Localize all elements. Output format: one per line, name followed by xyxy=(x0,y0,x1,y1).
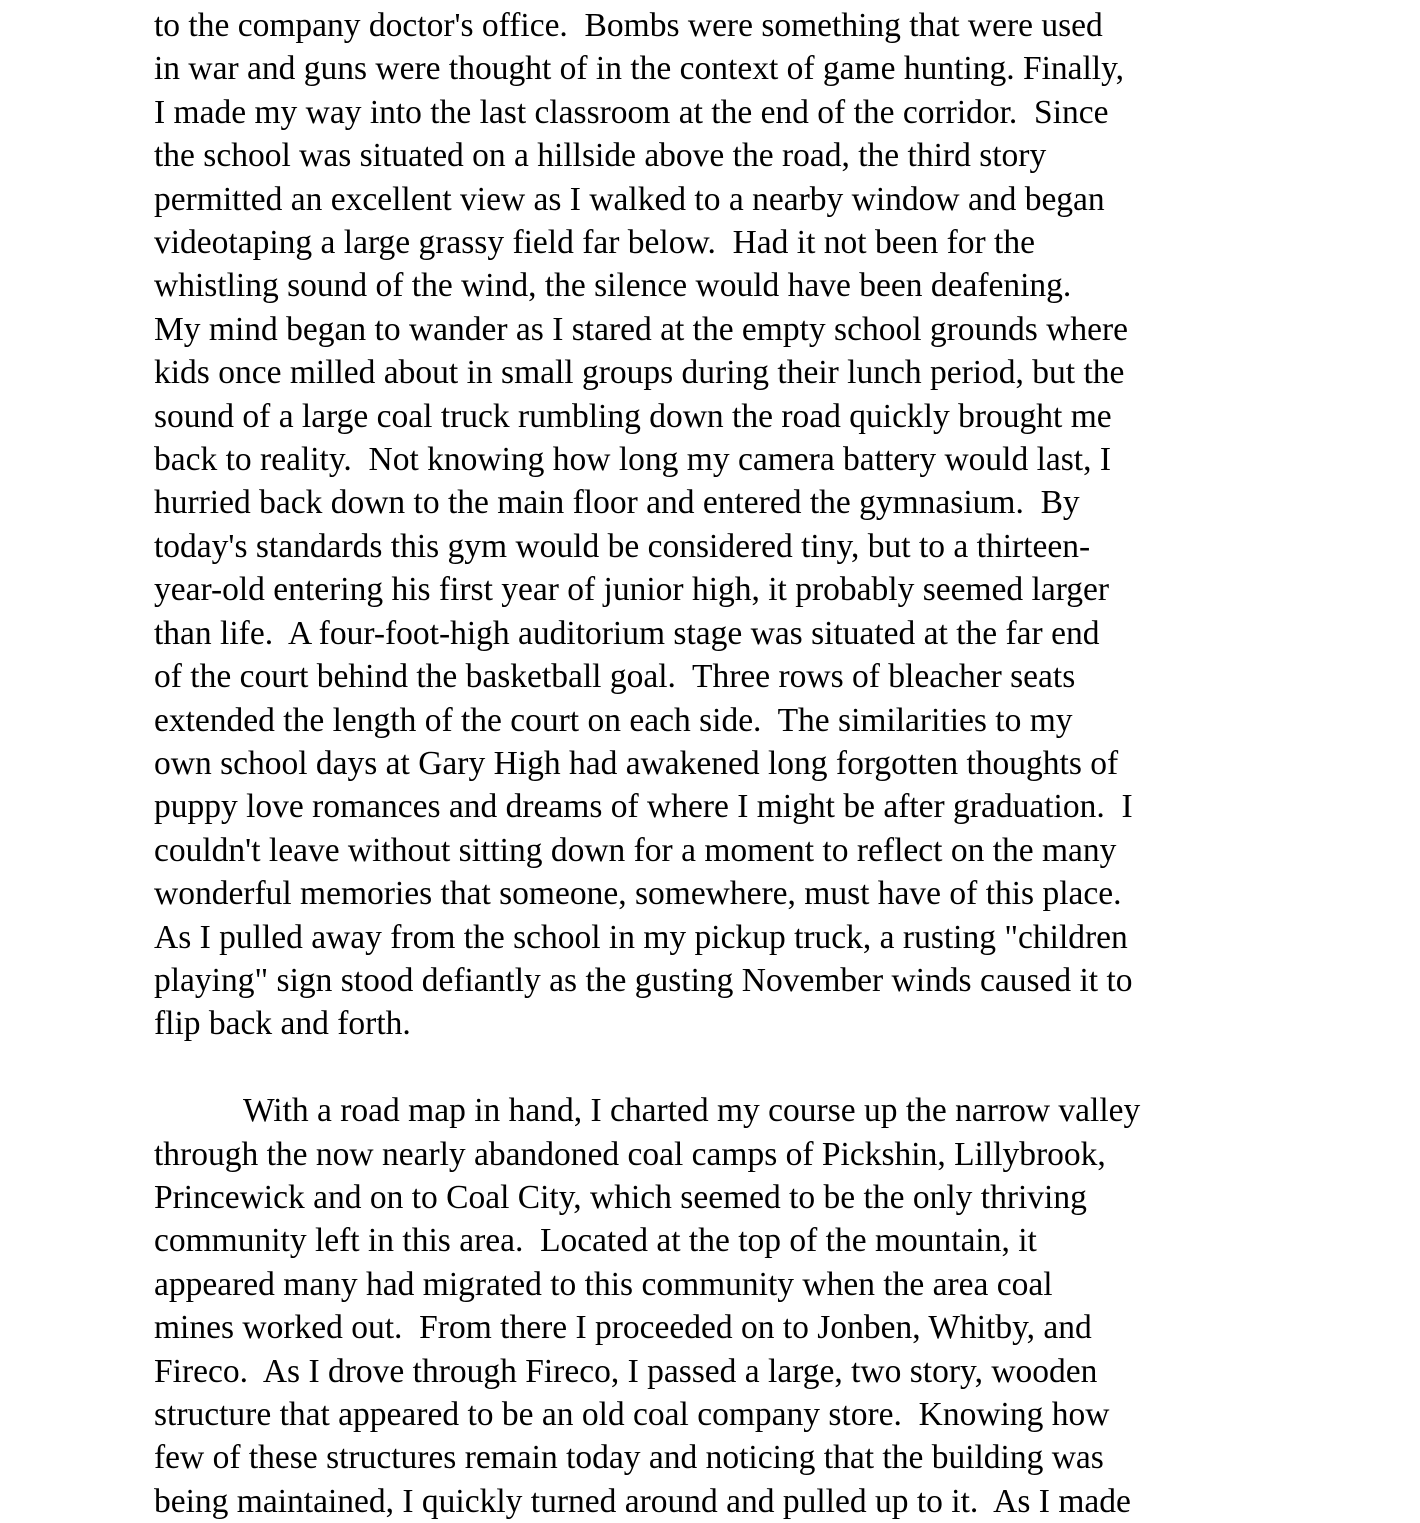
text-line: Princewick and on to Coal City, which seemed to be the only thriving xyxy=(154,1178,1087,1216)
text-line: videotaping a large grassy field far below. Had it not been for the xyxy=(154,224,1035,262)
text-line: couldn't leave without sitting down for a moment to reflect on the many xyxy=(154,831,1117,869)
text-line: own school days at Gary High had awakened long forgotten thoughts of xyxy=(154,744,1119,782)
text-line: puppy love romances and dreams of where I might be after graduation. I xyxy=(154,788,1133,826)
text-line: appeared many had migrated to this community when the area coal xyxy=(154,1265,1053,1303)
text-line: extended the length of the court on each side. The similarities to my xyxy=(154,701,1073,739)
text-line: kids once milled about in small groups during their lunch period, but the xyxy=(154,354,1125,392)
text-line: My mind began to wander as I stared at the empty school grounds where xyxy=(154,310,1129,348)
text-line: than life. A four-foot-high auditorium stage was situated at the far end xyxy=(154,614,1100,652)
text-line: to the company doctor's office. Bombs were something that were used xyxy=(154,7,1103,44)
text-line: hurried back down to the main floor and entered the gymnasium. By xyxy=(154,484,1080,522)
text-line: the school was situated on a hillside above the road, the third story xyxy=(154,137,1047,175)
text-line: I made my way into the last classroom at the end of the corridor. Since xyxy=(154,93,1109,131)
paragraph xyxy=(154,4,1280,1046)
text-line: community left in this area. Located at the top of the mountain, it xyxy=(154,1222,1037,1260)
text-line: few of these structures remain today and noticing that the building was xyxy=(154,1439,1104,1477)
text-line: flip back and forth. xyxy=(154,1005,411,1043)
text-line: sound of a large coal truck rumbling down the road quickly brought me xyxy=(154,397,1112,435)
text-line: whistling sound of the wind, the silence would have been deafening. xyxy=(154,267,1072,305)
text-line: playing" sign stood defiantly as the gusting November winds caused it to xyxy=(154,961,1133,999)
text-line: Fireco. As I drove through Fireco, I passed a large, two story, wooden xyxy=(154,1352,1098,1390)
text-line: today's standards this gym would be considered tiny, but to a thirteen- xyxy=(154,527,1091,565)
paragraph xyxy=(154,1089,1280,1523)
text-line: permitted an excellent view as I walked to a nearby window and began xyxy=(154,180,1105,218)
page-text xyxy=(154,4,1280,1523)
text-line: With a road map in hand, I charted my course up the narrow valley xyxy=(243,1092,1141,1130)
text-line: being maintained, I quickly turned around and pulled up to it. As I made xyxy=(154,1482,1131,1520)
text-line: through the now nearly abandoned coal camps of Pickshin, Lillybrook, xyxy=(154,1135,1106,1173)
text-line: As I pulled away from the school in my pickup truck, a rusting "children xyxy=(154,918,1128,956)
text-line: year-old entering his first year of junior high, it probably seemed larger xyxy=(154,571,1110,609)
text-line: in war and guns were thought of in the context of game hunting. Finally, xyxy=(154,50,1125,88)
text-line: back to reality. Not knowing how long my camera battery would last, I xyxy=(154,441,1111,479)
text-line: of the court behind the basketball goal. Three rows of bleacher seats xyxy=(154,658,1076,696)
text-line: wonderful memories that someone, somewhere, must have of this place. xyxy=(154,875,1122,913)
text-line: structure that appeared to be an old coal company store. Knowing how xyxy=(154,1395,1110,1433)
text-line: mines worked out. From there I proceeded on to Jonben, Whitby, and xyxy=(154,1309,1092,1347)
